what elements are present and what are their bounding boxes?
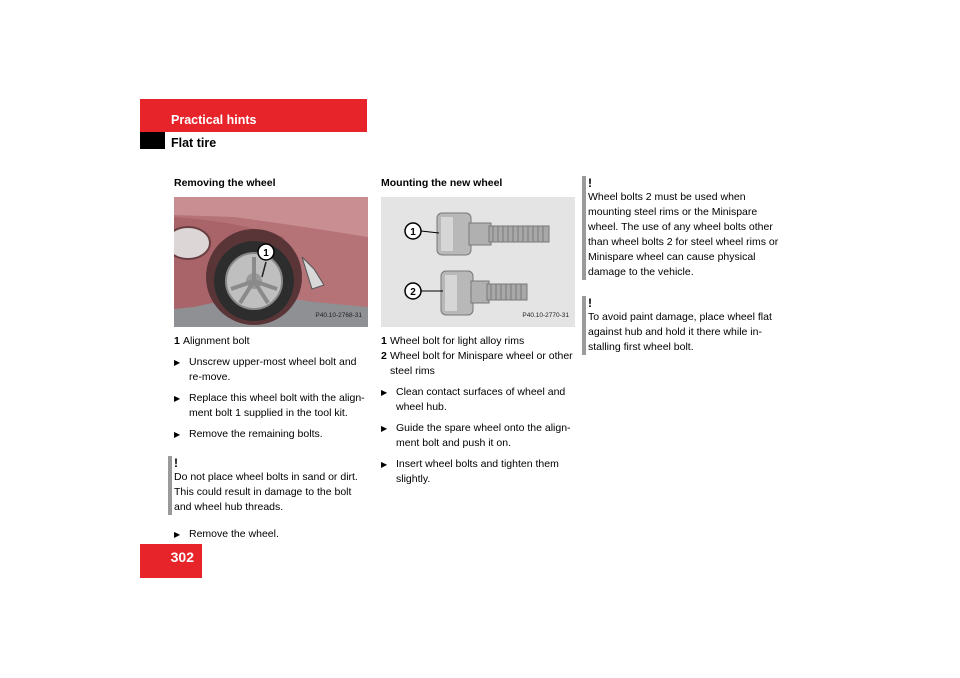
arrow-right-triangle-icon: ▶ [174,530,181,539]
note-bar [582,176,586,280]
section-title: Practical hints [171,113,257,127]
arrow-right-triangle-icon: ▶ [174,358,181,367]
removing-legend [174,334,370,349]
callout-1-label: 1 [410,227,416,238]
removing-heading: Removing the wheel [174,177,276,189]
instruction-step [174,355,370,385]
exclamation-icon: ! [588,176,592,190]
legend-number: 1 [381,335,387,347]
page-number-box [140,544,202,578]
step-text: Clean contact surfaces of wheel and wheel hub. [396,386,566,413]
instruction-step [381,385,577,415]
step-text: Remove the wheel. [189,528,279,540]
warning-note [588,296,788,355]
column-mounting-wheel [381,176,577,487]
column-removing-wheel [174,176,370,542]
callout-1-label: 1 [263,248,269,259]
step-text: Unscrew upper-most wheel bolt and re-move. [189,356,357,383]
arrow-right-triangle-icon: ▶ [174,394,181,403]
arrow-right-triangle-icon: ▶ [381,424,388,433]
note-text: Wheel bolts 2 must be used when mounting steel rims or the Minispare wheel. The use of any wheel bolts other than wheel bolts 2 for steel wheel rims or Minispare wheel can cause physical damage to the vehicle. [588,191,779,278]
note-text: To avoid paint damage, place wheel flat against hub and hold it there while in-stalling first wheel bolt. [588,311,772,353]
exclamation-icon: ! [588,296,592,310]
legend-item [381,334,577,349]
legend-number: 2 [381,350,387,362]
arrow-right-triangle-icon: ▶ [381,388,388,397]
legend-number: 1 [174,335,180,347]
figure-id: P40.10-2770-31 [522,312,569,319]
column-notes [588,176,788,355]
legend-item [381,349,577,379]
wheel-removal-photo [174,197,368,327]
legend-text: Wheel bolt for Minispare wheel or other steel rims [390,350,573,377]
page-number: 302 [170,549,194,565]
instruction-step [381,457,577,487]
arrow-right-triangle-icon: ▶ [381,460,388,469]
step-text: Remove the remaining bolts. [189,428,323,440]
note-bar [582,296,586,355]
header-black-tab [140,132,165,149]
callout-2-label: 2 [410,287,416,298]
arrow-right-triangle-icon: ▶ [174,430,181,439]
note-bar [168,456,172,515]
exclamation-icon: ! [174,456,178,470]
legend-text: Wheel bolt for light alloy rims [390,335,525,347]
subsection-title: Flat tire [171,136,217,150]
warning-note [174,456,370,515]
step-text: Guide the spare wheel onto the align-ment bolt and push it on. [396,422,571,449]
instruction-step [381,421,577,451]
mounting-legend [381,334,577,379]
note-text: Do not place wheel bolts in sand or dirt. This could result in damage to the bolt and wheel hub threads. [174,471,358,513]
wheel-bolts-photo [381,197,575,327]
figure-id: P40.10-2768-31 [315,312,362,319]
legend-item [174,334,370,349]
instruction-step [174,391,370,421]
step-text: Replace this wheel bolt with the align-ment bolt 1 supplied in the tool kit. [189,392,365,419]
instruction-step [174,527,370,542]
warning-note [588,176,788,280]
mounting-heading: Mounting the new wheel [381,177,503,189]
legend-text: Alignment bolt [183,335,250,347]
step-text: Insert wheel bolts and tighten them slightly. [396,458,559,485]
instruction-step [174,427,370,442]
